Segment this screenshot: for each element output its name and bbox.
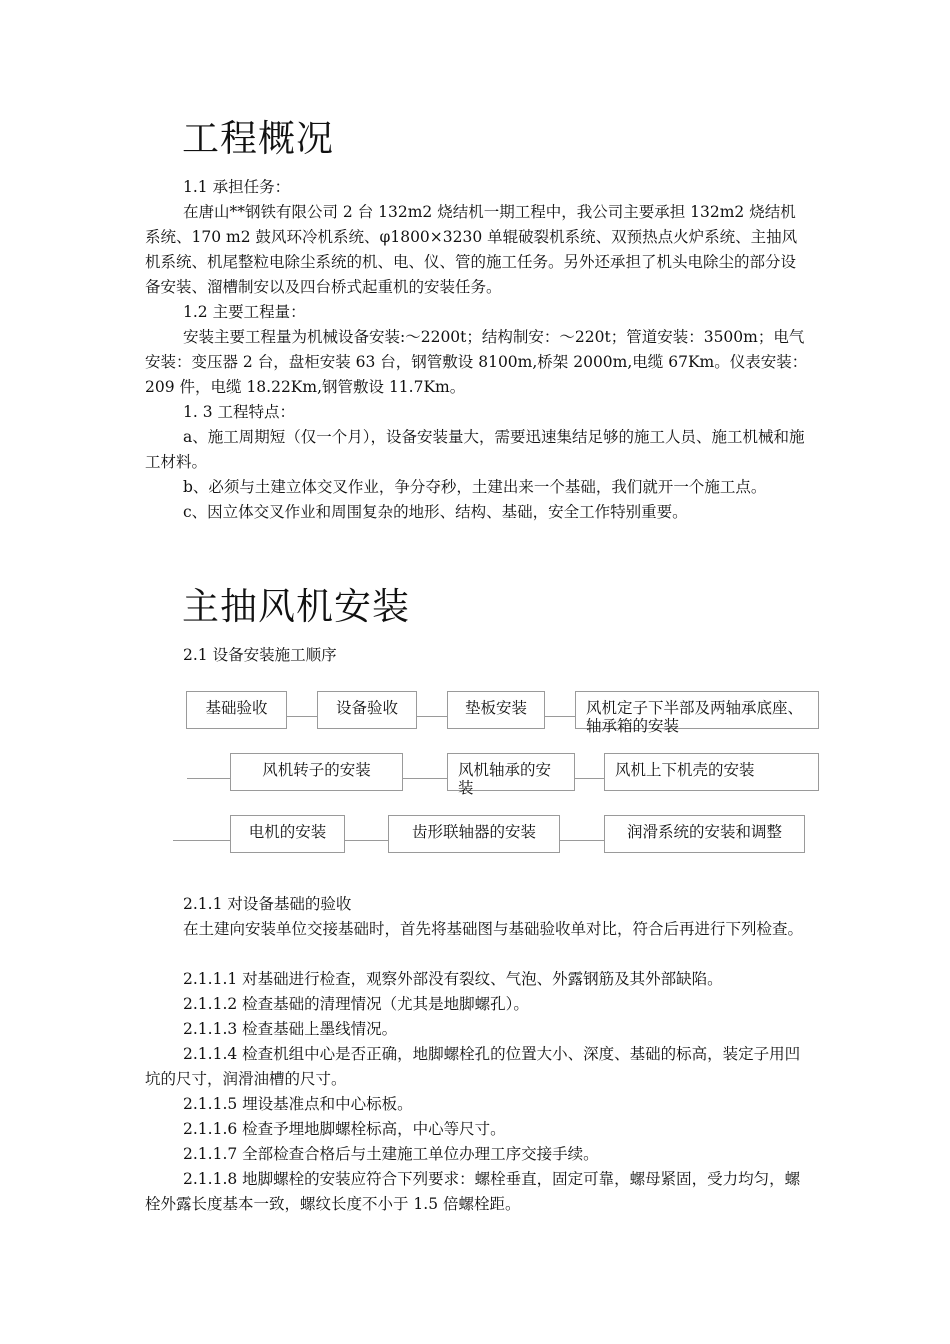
task-heading: 1.1 承担任务： (183, 178, 291, 196)
quantity-heading: 1.2 主要工程量： (183, 303, 306, 321)
check-item: 2.1.1.5 埋设基准点和中心标板。 (183, 1095, 413, 1113)
flow-connector (560, 840, 604, 841)
check-item: 2.1.1.6 检查予埋地脚螺栓标高，中心等尺寸。 (183, 1120, 506, 1138)
check-item: 2.1.1.2 检查基础的清理情况（尤其是地脚螺孔）。 (183, 995, 529, 1013)
check-item: 2.1.1.7 全部检查合格后与土建施工单位办理工序交接手续。 (183, 1145, 599, 1163)
feature-a: a、施工周期短（仅一个月），设备安装量大，需要迅速集结足够的施工人员、施工机械和施工材料。 (145, 428, 805, 471)
flow-step-equipment-acceptance: 设备验收 (317, 691, 417, 729)
flow-step-stator-bearing-installation: 风机定子下半部及两轴承底座、轴承箱的安装 (575, 691, 819, 729)
quantity-body: 安装主要工程量为机械设备安装:～2200t；结构制安：～220t；管道安装：3500m；电气安装：变压器 2 台，盘柜安装 63 台，钢管敷设 8100m,桥架 2000m,电缆 67Km。仪表安装：209 件，电缆 18.22Km,钢管敷设 11.7Km。 (145, 328, 808, 396)
flow-connector (417, 716, 447, 717)
flow-connector (403, 778, 447, 779)
flow-connector (187, 778, 230, 779)
section2-title: 主抽风机安装 (182, 585, 410, 628)
check-item: 2.1.1.8 地脚螺栓的安装应符合下列要求：螺栓垂直，固定可靠，螺母紧固，受力均匀，螺栓外露长度基本一致，螺纹长度不小于 1.5 倍螺栓距。 (145, 1170, 801, 1213)
flow-step-casing-installation: 风机上下机壳的安装 (604, 753, 819, 791)
flow-step-rotor-installation: 风机转子的安装 (230, 753, 403, 791)
flow-connector (287, 716, 317, 717)
check-item: 2.1.1.3 检查基础上墨线情况。 (183, 1020, 398, 1038)
task-body: 在唐山**钢铁有限公司 2 台 132m2 烧结机一期工程中，我公司主要承担 132m2 烧结机系统、170 m2 鼓风环冷机系统、φ1800×3230 单辊破裂机系统、双预热点火炉系统、主抽风机系统、机尾整粒电除尘系统的机、电、仪、管的施工任务。另外还承担了机头电除尘的部分设备安装、溜槽制安以及四台桥式起重机的安装任务。 (145, 203, 798, 296)
flow-connector (575, 778, 604, 779)
flow-step-motor-installation: 电机的安装 (230, 815, 345, 853)
check-item: 2.1.1.1 对基础进行检查，观察外部没有裂纹、气泡、外露钢筋及其外部缺陷。 (183, 970, 723, 988)
flow-connector (345, 840, 388, 841)
flow-connector (545, 716, 575, 717)
check-item: 2.1.1.4 检查机组中心是否正确，地脚螺栓孔的位置大小、深度、基础的标高，装定子用凹坑的尺寸，润滑油槽的尺寸。 (145, 1045, 801, 1088)
foundation-acceptance-body: 在土建向安装单位交接基础时，首先将基础图与基础验收单对比，符合后再进行下列检查。 (183, 920, 804, 938)
features-heading: 1. 3 工程特点： (183, 403, 296, 421)
flow-step-fan-bearing-installation: 风机轴承的安装 (447, 753, 575, 791)
sequence-heading: 2.1 设备安装施工顺序 (183, 646, 337, 664)
flow-step-shim-installation: 垫板安装 (447, 691, 545, 729)
flow-step-foundation-acceptance: 基础验收 (186, 691, 287, 729)
flow-step-coupling-installation: 齿形联轴器的安装 (388, 815, 560, 853)
feature-b: b、必须与土建立体交叉作业，争分夺秒，土建出来一个基础，我们就开一个施工点。 (183, 478, 767, 496)
flow-step-lubrication-system: 润滑系统的安装和调整 (604, 815, 805, 853)
section1-title: 工程概况 (182, 117, 334, 160)
foundation-acceptance-heading: 2.1.1 对设备基础的验收 (183, 895, 352, 913)
feature-c: c、因立体交叉作业和周围复杂的地形、结构、基础，安全工作特别重要。 (183, 503, 688, 521)
flow-connector (173, 840, 230, 841)
